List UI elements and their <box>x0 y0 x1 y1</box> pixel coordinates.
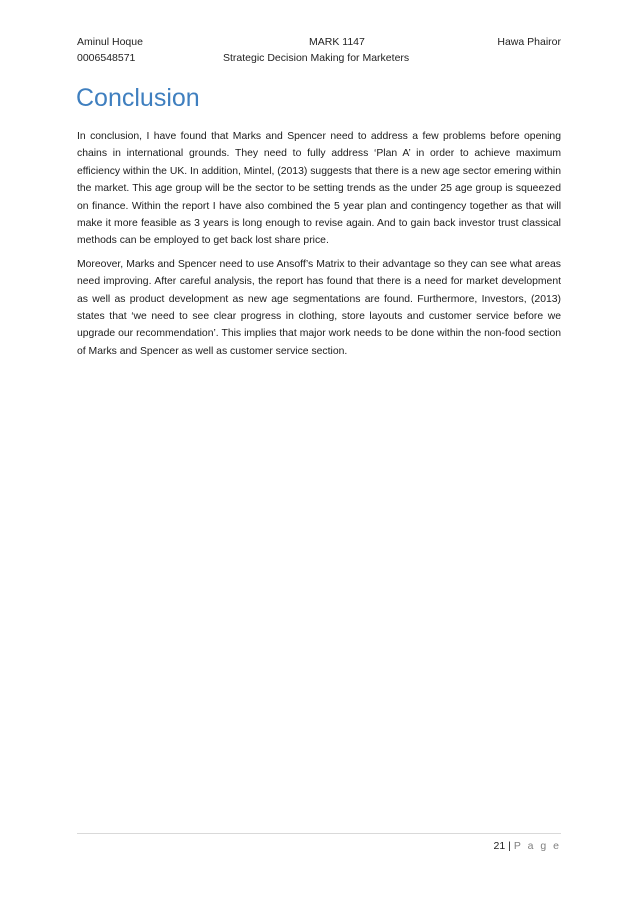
paragraph-1: In conclusion, I have found that Marks and Spencer need to address a few problems before opening chains in international grounds. They need to fully address ‘Plan A’ in order to achieve maximum efficiency within the UK. In addition, Mintel, (2013) suggests that there is a new age sector emering within the market. This age group will be the sector to be setting trends as the under 25 age group is squeezed on finance. Within the report I have also combined the 5 year plan and contingency together as that will make it more feasible as 3 years is long enough to revise again. And to gain back investor trust classical methods can be employed to get back lost share price. <box>77 131 561 247</box>
page-number: 21 <box>493 840 506 852</box>
footer-separator: | <box>508 840 511 852</box>
section-title: Conclusion <box>76 84 200 112</box>
course-name: Strategic Decision Making for Marketers <box>223 52 410 64</box>
page-footer <box>493 838 561 854</box>
supervisor-name: Hawa Phairor <box>497 36 561 48</box>
course-code: MARK 1147 <box>309 36 365 48</box>
paragraph-2: Moreover, Marks and Spencer need to use Ansoff’s Matrix to their advantage so they can see what areas need improving. After careful analysis, the report has found that there is a need for market development as well as product development as new age segmentations are found. Furthermore, Investors, (2013) states that ‘we need to see clear progress in clothing, store layouts and customer service before we upgrade our recommendation’. This implies that major work needs to be done within the non-food section of Marks and Spencer as well as customer service section. <box>77 258 561 357</box>
footer-divider <box>77 833 561 834</box>
page-header <box>77 34 561 70</box>
page-label: P a g e <box>513 840 561 852</box>
author-name: Aminul Hoque <box>77 36 143 48</box>
body-text <box>77 128 561 366</box>
student-id: 0006548571 <box>77 52 136 64</box>
